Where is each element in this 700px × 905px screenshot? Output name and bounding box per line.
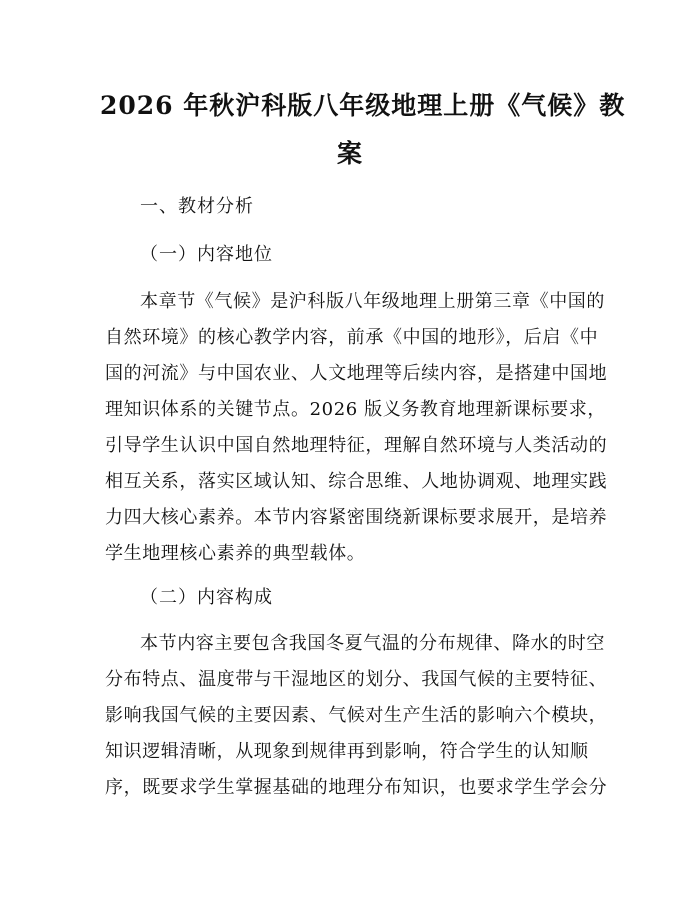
paragraph-line: 国的河流》与中国农业、人文地理等后续内容，是搭建中国地: [105, 363, 608, 384]
paragraph-line: 力四大核心素养。本节内容紧密围绕新课标要求展开，是培养: [105, 507, 608, 528]
paragraph-line: 影响我国气候的主要因素、气候对生产生活的影响六个模块，: [105, 705, 608, 726]
paragraph-line: 理知识体系的关键节点。2026 版义务教育地理新课标要求，: [105, 399, 606, 420]
subsection-heading-content-composition: （二）内容构成: [140, 587, 273, 608]
paragraph-line: 自然环境》的核心教学内容，前承《中国的地形》，后启《中: [105, 327, 599, 348]
paragraph-line: 本节内容主要包含我国冬夏气温的分布规律、降水的时空: [140, 633, 605, 654]
paragraph-line: 引导学生认识中国自然地理特征，理解自然环境与人类活动的: [105, 435, 608, 456]
paragraph-line: 分布特点、温度带与干湿地区的划分、我国气候的主要特征、: [105, 669, 608, 690]
paragraph-line: 学生地理核心素养的典型载体。: [105, 543, 366, 564]
document-title-line-1: 2026 年秋沪科版八年级地理上册《气候》教: [100, 91, 626, 120]
paragraph-line: 相互关系，落实区域认知、综合思维、人地协调观、地理实践: [105, 471, 608, 492]
section-heading-teaching-material-analysis: 一、教材分析: [140, 196, 254, 217]
paragraph-line: 序，既要求学生掌握基础的地理分布知识，也要求学生学会分: [105, 777, 608, 798]
subsection-heading-content-position: （一）内容地位: [140, 244, 273, 265]
paragraph-line: 知识逻辑清晰，从现象到规律再到影响，符合学生的认知顺: [105, 741, 589, 762]
document-title-line-2: 案: [336, 139, 363, 168]
paragraph-line: 本章节《气候》是沪科版八年级地理上册第三章《中国的: [140, 291, 605, 312]
